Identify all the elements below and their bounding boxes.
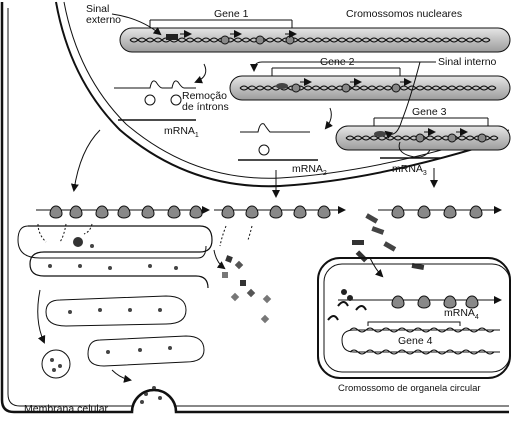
nuclear-chromosomes-label: Cromossomos nucleares <box>346 8 463 20</box>
mrna3-label: mRNA$_3$ <box>392 163 427 177</box>
gene2-label: Gene 2 <box>320 56 355 68</box>
mrna1-label: mRNA$_1$ <box>164 125 199 139</box>
chromosome-1 <box>120 20 510 52</box>
gene1-label: Gene 1 <box>214 8 249 20</box>
mrna2-label: mRNA$_2$ <box>292 163 327 177</box>
rough-er <box>18 206 212 288</box>
circular-organelle-chromosome-label: Cromossomo de organela circular <box>338 383 481 394</box>
pre-mrna-2 <box>238 108 331 160</box>
translation-mrna3 <box>352 206 500 276</box>
signal-receptor <box>166 34 178 40</box>
organelle <box>318 258 510 378</box>
gene3-label: Gene 3 <box>412 106 447 118</box>
mrna4-label: mRNA$_4$ <box>444 307 479 321</box>
cell-membrane-label: Membrana celular <box>24 403 109 415</box>
internal-signal-label: Sinal interno <box>438 56 497 68</box>
intron-removal-label-line1: Remoção <box>182 90 227 102</box>
chromosome-2 <box>230 68 510 100</box>
cell-membrane-inner-line <box>8 8 509 406</box>
golgi-and-vesicles <box>38 290 204 404</box>
exocytosis-pocket <box>132 390 176 412</box>
external-signal-label-line1: Sinal <box>86 3 110 15</box>
chromosome-3 <box>336 118 510 150</box>
arrow-mrna1-to-er <box>74 130 100 190</box>
intron-removal-label-line2: de íntrons <box>182 101 229 113</box>
gene4-label: Gene 4 <box>398 335 433 347</box>
external-signal-label-line2: externo <box>86 14 122 26</box>
